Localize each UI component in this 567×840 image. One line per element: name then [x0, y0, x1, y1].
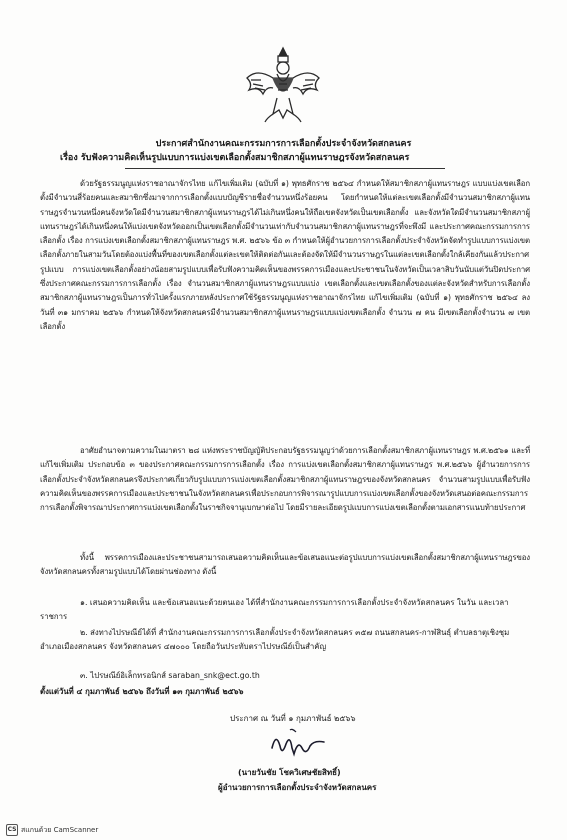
announcement-title: ประกาศสำนักงานคณะกรรมการการเลือกตั้งประจำจังหวัดสกลนคร — [155, 139, 412, 149]
camscanner-icon: CS — [6, 824, 18, 836]
handwritten-signature — [262, 726, 332, 762]
garuda-emblem-icon — [243, 44, 323, 124]
paragraph-legal-basis: ด้วยรัฐธรรมนูญแห่งราชอาณาจักรไทย แก้ไขเพิ่มเติม (ฉบับที่ ๑) พุทธศักราช ๒๕๖๔ กำหนดให้สมาชิกสภาผู้แทนราษฎร แบบแบ่งเขตเลือกตั้งมีจำนวนสี่ร้อยคนและสมาชิกซึ่งมาจากการเลือกตั้งแบบบัญชีรายชื่อจำนวนหนึ่งร้อยคน โดยกำหนดให้แต่ละเขตเลือกตั้งมีจำนวนสมาชิกสภาผู้แทนราษฎรจำนวนหนึ่งคนจังหวัดใดมีจำนวนสมาชิกสภาผู้แทนราษฎรได้ไม่เกินหนึ่งคนให้ถือเขตจังหวัดเป็นเขตเลือกตั้ง และจังหวัดใดมีจำนวนสมาชิกสภาผู้แทนราษฎรได้เกินหนึ่งคนให้แบ่งเขตจังหวัดออกเป็นเขตเลือกตั้งมีจำนวนเท่ากับจำนวนสมาชิกสภาผู้แทนราษฎรที่จะพึงมี และประกาศคณะกรรมการการเลือกตั้ง เรื่อง การแบ่งเขตเลือกตั้งสมาชิกสภาผู้แทนราษฎร พ.ศ. ๒๕๖๖ ข้อ ๓ กำหนดให้ผู้อำนวยการการเลือกตั้งประจำจังหวัดจัดทำรูปแบบการแบ่งเขตเลือกตั้งภายในสามวันโดยต้องแบ่งพื้นที่ของเขตเลือกตั้งแต่ละเขตให้ติดต่อกันและต้องจัดให้มีจำนวนราษฎรในแต่ละเขตเลือกตั้งใกล้เคียงกันแล้วประกาศรูปแบบ การแบ่งเขตเลือกตั้งอย่างน้อยสามรูปแบบเพื่อรับฟังความคิดเห็นของพรรคการเมืองและประชาชนในจังหวัดเป็นเวลาสิบวันนับแต่วันปิดประกาศ ซึ่งประกาศคณะกรรมการการเลือกตั้ง เรื่อง จำนวนสมาชิกสภาผู้แทนราษฎรแบบแบ่ง เขตเลือกตั้งและเขตเลือกตั้งของแต่ละจังหวัดสำหรับการเลือกตั้งสมาชิกสภาผู้แทนราษฎรเป็นการทั่วไปครั้งแรกภายหลังประกาศใช้รัฐธรรมนูญแห่งราชอาณาจักรไทย แก้ไขเพิ่มเติม (ฉบับที่ ๑) พุทธศักราช ๒๕๖๔ ลงวันที่ ๓๑ มกราคม ๒๕๖๖ กำหนดให้จังหวัดสกลนครมีจำนวนสมาชิกสภาผู้แทนราษฎรแบบแบ่งเขตเลือกตั้ง จำนวน ๗ คน มีเขตเลือกตั้งจำนวน ๗ เขตเลือกตั้ง — [40, 179, 530, 331]
paragraph-authority: อาศัยอำนาจตามความในมาตรา ๒๘ แห่งพระราชบัญญัติประกอบรัฐธรรมนูญว่าด้วยการเลือกตั้งสมาชิกสภาผู้แทนราษฎร พ.ศ.๒๕๖๑ และที่แก้ไขเพิ่มเติม ประกอบข้อ ๓ ของประกาศคณะกรรมการการเลือกตั้ง เรื่อง การแบ่งเขตเลือกตั้งสมาชิกสภาผู้แทนราษฎร พ.ศ.๒๕๖๖ ผู้อำนวยการการเลือกตั้งประจำจังหวัดสกลนครจึงประกาศเกี่ยวกับรูปแบบการแบ่งเขตเลือกตั้งสมาชิกสภาผู้แทนราษฎรของจังหวัดสกลนคร จำนวนสามรูปแบบเพื่อรับฟังความคิดเห็นของพรรคการเมืองและประชาชนในจังหวัดสกลนครเพื่อประกอบการพิจารณารูปแบบการแบ่งเขตเลือกตั้งของจังหวัดเสนอต่อคณะกรรมการการเลือกตั้งพิจารณาประกาศการแบ่งเขตเลือกตั้งในราชกิจจานุเบกษาต่อไป โดยมีรายละเอียดรูปแบบการแบ่งเขตเลือกตั้งตามเอกสารแนบท้ายประกาศ — [40, 446, 530, 513]
paragraph-channels-intro: ทั้งนี้ พรรคการเมืองและประชาชนสามารถเสนอความคิดเห็นและข้อเสนอแนะต่อรูปแบบการแบ่งเขตเลือกตั้งสมาชิกสภาผู้แทนราษฎรของจังหวัดสกลนครทั้งสามรูปแบบได้โดยผ่านช่องทาง ดังนี้ — [40, 553, 530, 577]
signer-title: ผู้อำนวยการการเลือกตั้งประจำจังหวัดสกลนคร — [218, 783, 377, 792]
channel-item-post: ๒. ส่งทางไปรษณีย์ได้ที่ สำนักงานคณะกรรมการการเลือกตั้งประจำจังหวัดสกลนคร ๓๕๗ ถนนสกลนคร-กาฬสินธุ์ ตำบลธาตุเชิงชุม อำเภอเมืองสกลนคร จังหวัดสกลนคร ๔๗๐๐๐ โดยถือวันประทับตราไปรษณีย์เป็นสำคัญ — [40, 628, 510, 652]
scanner-watermark — [6, 824, 98, 836]
announcement-date: ประกาศ ณ วันที่ ๑ กุมภาพันธ์ ๒๕๖๖ — [230, 714, 356, 723]
announcement-subject: เรื่อง รับฟังความคิดเห็นรูปแบบการแบ่งเขตเลือกตั้งสมาชิกสภาผู้แทนราษฎรจังหวัดสกลนคร — [60, 153, 410, 163]
channel-item-email: ๓. ไปรษณีย์อิเล็กทรอนิกส์ saraban_snk@ect.go.th — [80, 671, 260, 680]
signer-name: (นายวันชัย โชควิเศษชัยสิทธิ์) — [238, 768, 341, 777]
channel-item-in-person: ๑. เสนอความคิดเห็น และข้อเสนอแนะด้วยตนเอง ได้ที่สำนักงานคณะกรรมการการเลือกตั้งประจำจังหวัดสกลนคร ในวัน และเวลาราชการ — [40, 598, 509, 622]
comment-period: ตั้งแต่วันที่ ๔ กุมภาพันธ์ ๒๕๖๖ ถึงวันที่ ๑๓ กุมภาพันธ์ ๒๕๖๖ — [40, 687, 244, 696]
title-underline — [125, 168, 445, 169]
scanner-label: สแกนด้วย CamScanner — [21, 825, 99, 834]
